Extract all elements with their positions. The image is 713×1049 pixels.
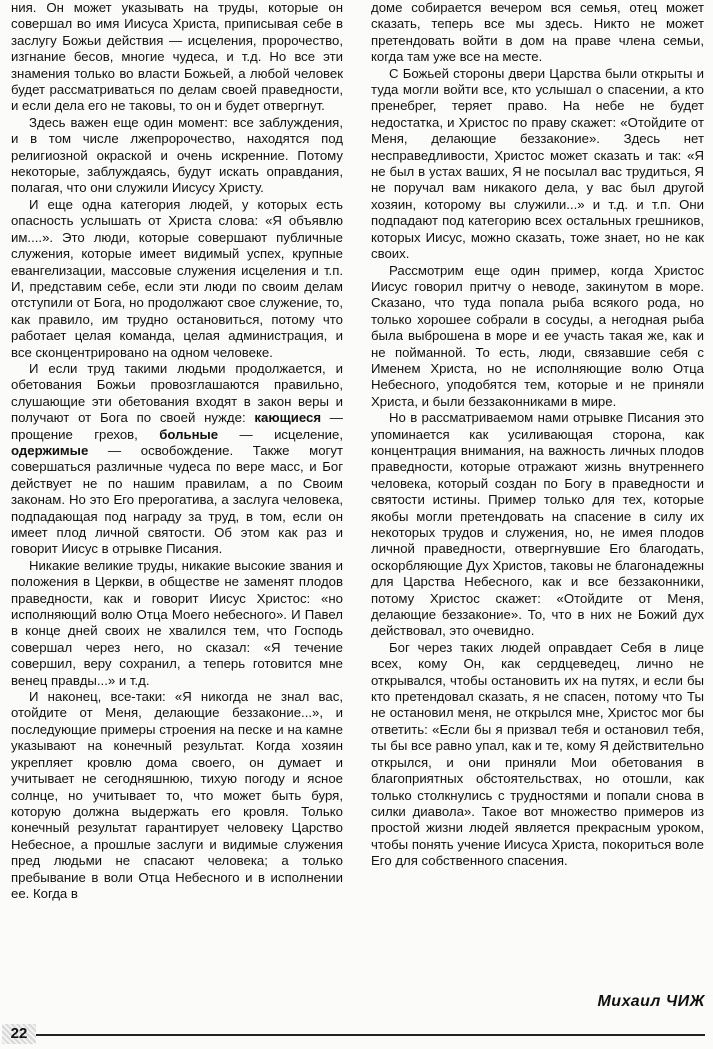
paragraph: Рассмотрим еще один пример, когда Христос Иисус говорил притчу о неводе, закинутом в море. Сказано, что туда попала рыба всякого рода, но только хорошее собрали в сосуды, а негодная рыба была выброшена в море и ее участь такая же, как и не пойманной. То есть, люди, связавшие себя с Именем Христа, но не исполняющие волю Отца Небесного, уподобятся тем, которые и не приняли Христа, и были беззаконниками в мире. bbox=[371, 262, 704, 409]
author-signature: Михаил ЧИЖ bbox=[597, 993, 705, 1010]
paragraph: И еще одна категория людей, у которых есть опасность услышать от Христа слова: «Я объявлю им....». Это люди, которые совершают публичные служения, которые имеет видимый успех, крупные евангелизации, массовые служения исцеления и т.п. И, представим себе, если эти люди по своим делам отступили от Бога, но продолжают свое служение, то, как правило, им трудно остановиться, потому что работает целая команда, целая администрация, и все сконцентрировано на одном человеке. bbox=[11, 196, 343, 360]
paragraph: С Божьей стороны двери Царства были открыты и туда могли войти все, кто услышал о спасении, а кто пренебрег, теряет право. На небе не будет недостатка, и Христос по праву скажет: «Отойдите от Меня, делающие беззаконие». Здесь нет несправедливости, Христос может сказать и так: «Я не был в устах ваших, Я не посылал вас трудиться, Я не поручал вам никакого дела, у вас был другой хозяин, которому вы служили...» и т.д. и т.п. Они подпадают под категорию всех остальных грешников, которых Иисус, можно сказать, тоже знает, но не как своих. bbox=[371, 65, 704, 262]
right-column bbox=[371, 0, 704, 870]
footer-rule bbox=[36, 1034, 705, 1036]
paragraph: Никакие великие труды, никакие высокие звания и положения в Церкви, в обществе не заменят плодов праведности, как и говорит Иисус Христос: «но исполняющий волю Отца Моего небесного». И Павел в конце дней своих не хвалился тем, что Господь совершал через него, но сказал: «Я течение совершил, веру сохранил, а теперь готовится мне венец правды...» и т.д. bbox=[11, 557, 343, 688]
paragraph: Здесь важен еще один момент: все заблуждения, и в том числе лжепророчество, находятся под религиозной окраской и очень искренние. Потому некоторые, заблуждаясь, будут искать оправдания, полагая, что они служили Иисусу Христу. bbox=[11, 114, 343, 196]
paragraph: Но в рассматриваемом нами отрывке Писания это упоминается как усиливающая сторона, как концентрация внимания, на важность личных плодов праведности, которые отражают жизнь внутреннего человека, который создан по Богу в праведности и святости истины. Пример только для тех, которые якобы могли претендовать на спасение в силу их некоторых трудов и служения, но, не имея плодов личной праведности, отвергнувшие Его благодать, оскорбляющие Дух Христов, таковы не благонадежны для Царства Небесного, как и все беззаконники, потому Христос скажет: «Отойдите от Меня, делающие беззаконие». То, что в них не Божий дух действовал, это очевидно. bbox=[371, 410, 704, 639]
paragraph: И если труд такими людьми продолжается, и обетования Божьи провозглашаются правильно, слушающие эти обетования входят в закон веры и получают от Бога по своей нужде: кающиеся — прощение грехов, больные — исцеление, одержимые — освобождение. Также могут совершаться различные чудеса по вере масс, и Бог действует не по нашим правилам, а по Своим законам. Но это Его прерогатива, а заслуга человека, подпадающая под награду за труд, в том, если он имеет плод личной святости. Об этом как раз и говорит Иисус в отрывке Писания. bbox=[11, 360, 344, 557]
paragraph: И наконец, все-таки: «Я никогда не знал вас, отойдите от Меня, делающие беззаконие...», и последующие примеры строения на песке и на камне указывают на конечный результат. Когда хозяин укрепляет кровлю дома своего, он думает и учитывает не сегодняшнюю, тихую погоду и ясное солнце, но учитывает то, что может быть буря, которую должна выдержать его кровля. Только конечный результат гарантирует человеку Царство Небесное, а прошлые заслуги и видимые служения пред людьми не спасают человека; а только пребывание в воли Отца Небесного и в исполнении ее. Когда в bbox=[11, 689, 343, 901]
left-column bbox=[11, 0, 343, 902]
paragraph: доме собирается вечером вся семья, отец может сказать, теперь все мы здесь. Никто не может претендовать войти в дом на праве члена семьи, когда там уже все на месте. bbox=[371, 0, 704, 65]
paragraph: ния. Он может указывать на труды, которые он совершал во имя Иисуса Христа, приписывая себе в заслугу Божьи действия — исцеления, пророчество, изгнание бесов, многие чудеса, и т.д. Но все эти знамения только во власти Божьей, а любой человек будет рассматриваться по делам своей праведности, и если дела его не таковы, то он и будет отвергнут. bbox=[11, 0, 343, 114]
page-number: 22 bbox=[2, 1024, 36, 1044]
paragraph: Бог через таких людей оправдает Себя в лице всех, кому Он, как сердцеведец, лично не открывался, чтобы остановить их на путях, и если бы кто претендовал сказать, я не спасен, потому что Ты не остановил меня, не открылся мне, Христос мог бы ответить: «Если бы я призвал тебя и остановил тебя, ты бы все равно упал, как и те, кому Я действительно открылся, и они приняли Мои обетования в благоприятных обстоятельствах, но отошли, как только столкнулись с трудностями и попали снова в силки диавола». Такое вот множество примеров из простой жизни людей является прекрасным уроком, чтобы понять учение Иисуса Христа, покориться воле Его для собственного спасения. bbox=[371, 639, 704, 869]
